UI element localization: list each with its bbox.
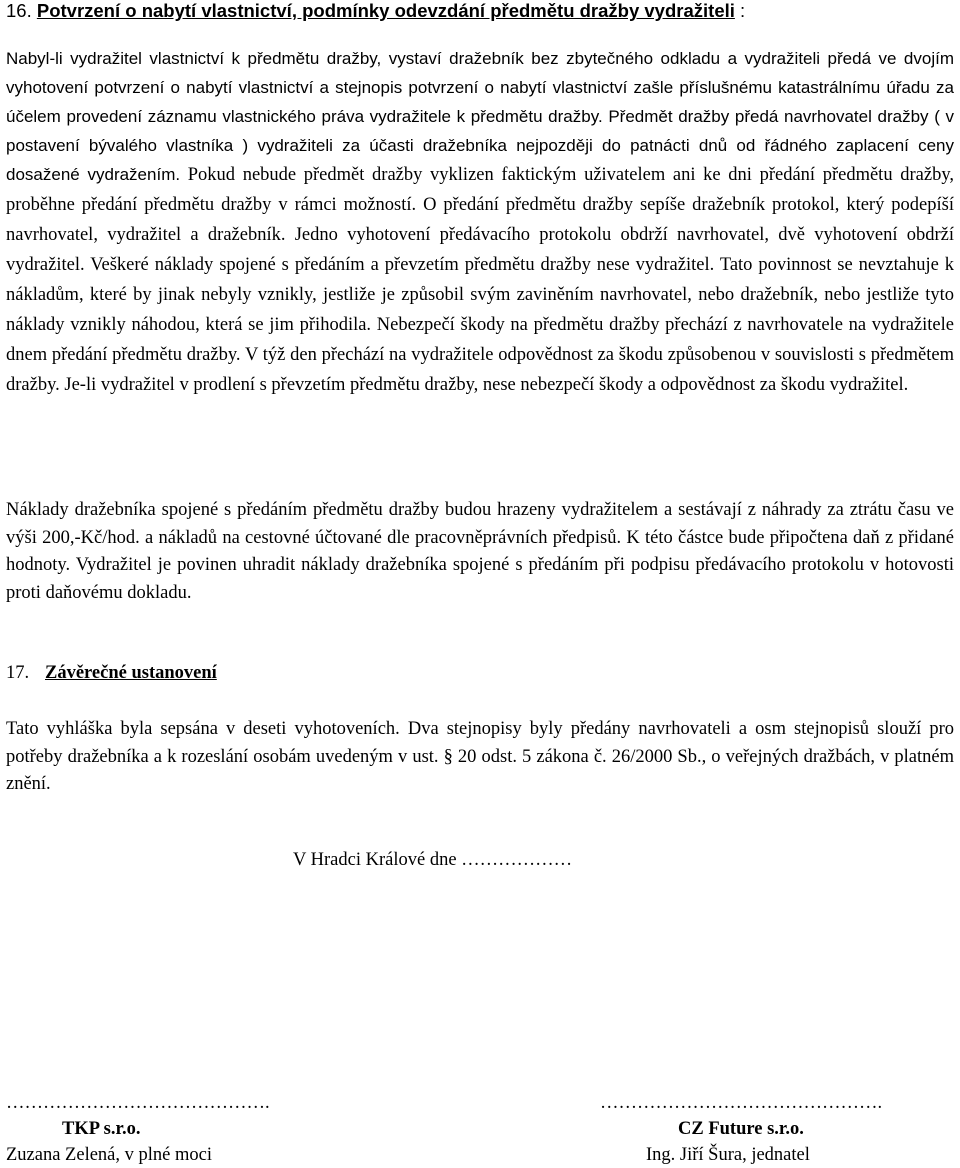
signatory-person-left: Zuzana Zelená, v plné moci bbox=[6, 1145, 212, 1165]
paragraph-final-provisions: Tato vyhláška byla sepsána v deseti vyhotoveních. Dva stejnopisy byly předány navrhovateli a osm stejnopisů slouží pro potřeby dražebníka a k rozeslání osobám uvedeným v ust. § 20 odst. 5 zákona č. 26/2000 Sb., o veřejných dražbách, v platném znění. bbox=[6, 719, 954, 794]
paragraph-1-part-b: Předmět dražby předá navrhovatel dražby ( v postavení bývalého vlastníka ) vydražiteli za účasti dražebníka nejpozději do patnácti dnů od řádného zaplacení ceny dosažené vydražením. bbox=[6, 107, 954, 184]
signature-block-right bbox=[600, 1090, 954, 1168]
paragraph-handover-conditions bbox=[6, 44, 954, 400]
paragraph-1-part-a: Nabyl-li vydražitel vlastnictví k předmětu dražby, vystaví dražebník bez zbytečného odkladu a vydražiteli předá ve dvojím vyhotovení potvrzení o nabytí vlastnictví a stejnopis potvrzení o nabytí vlastnictví zašle příslušnému katastrálnímu úřadu za účelem provedení záznamu vlastnického práva vydražitele k předmětu dražby. bbox=[6, 49, 954, 126]
section-17-title: Závěrečné ustanovení bbox=[45, 663, 217, 683]
section-16-title: Potvrzení o nabytí vlastnictví, podmínky odevzdání předmětu dražby vydražiteli bbox=[36, 0, 735, 21]
signatory-person-right: Ing. Jiří Šura, jednatel bbox=[646, 1145, 810, 1165]
section-16-colon: : bbox=[734, 0, 746, 21]
signatory-company-right: CZ Future s.r.o. bbox=[678, 1119, 804, 1139]
section-16-number: 16. bbox=[6, 0, 32, 21]
paragraph-handover-costs: Náklady dražebníka spojené s předáním předmětu dražby budou hrazeny vydražitelem a sestávají z náhrady za ztrátu času ve výši 200,-Kč/hod. a nákladů na cestovné účtované dle pracovněprávních předpisů. K této částce bude připočtena daň z přidané hodnoty. Vydražitel je povinen uhradit náklady dražebníka spojené s předáním při podpisu předávacího protokolu v hotovosti proti daňovému dokladu. bbox=[6, 500, 954, 603]
signatory-company-left: TKP s.r.o. bbox=[62, 1119, 141, 1139]
signature-block-left bbox=[6, 1090, 366, 1168]
section-16-heading bbox=[6, 0, 745, 22]
section-17-number: 17. bbox=[6, 663, 30, 683]
place-and-date: V Hradci Králové dne ……………… bbox=[293, 850, 573, 870]
paragraph-1-part-c: Pokud nebude předmět dražby vyklizen faktickým uživatelem ani ke dni předání předmětu dražby, proběhne předání předmětu dražby v rámci možností. O předání předmětu dražby sepíše dražebník protokol, který podepíší navrhovatel, vydražitel a dražebník. Jedno vyhotovení předávacího protokolu obdrží navrhovatel, dvě vyhotovení obdrží vydražitel. Veškeré náklady spojené s předáním a převzetím předmětu dražby nese vydražitel. Tato povinnost se nevztahuje k nákladům, které by jinak nebyly vznikly, jestliže je způsobil svým zaviněním navrhovatel, nebo dražebník, nebo jestliže tyto náklady vznikly náhodou, která se jim přihodila. Nebezpečí škody na předmětu dražby přechází z navrhovatele na vydražitele dnem předání předmětu dražby. V týž den přechází na vydražitele odpovědnost za škodu způsobenou v souvislosti s předmětem dražby. Je-li vydražitel v prodlení s převzetím předmětu dražby, nese nebezpečí škody a odpovědnost za škodu vydražitel. bbox=[6, 165, 954, 395]
section-17-heading bbox=[6, 661, 217, 685]
signature-line-left: ……………………………………. bbox=[6, 1093, 270, 1113]
signature-line-right: ………………………………………. bbox=[600, 1093, 883, 1113]
